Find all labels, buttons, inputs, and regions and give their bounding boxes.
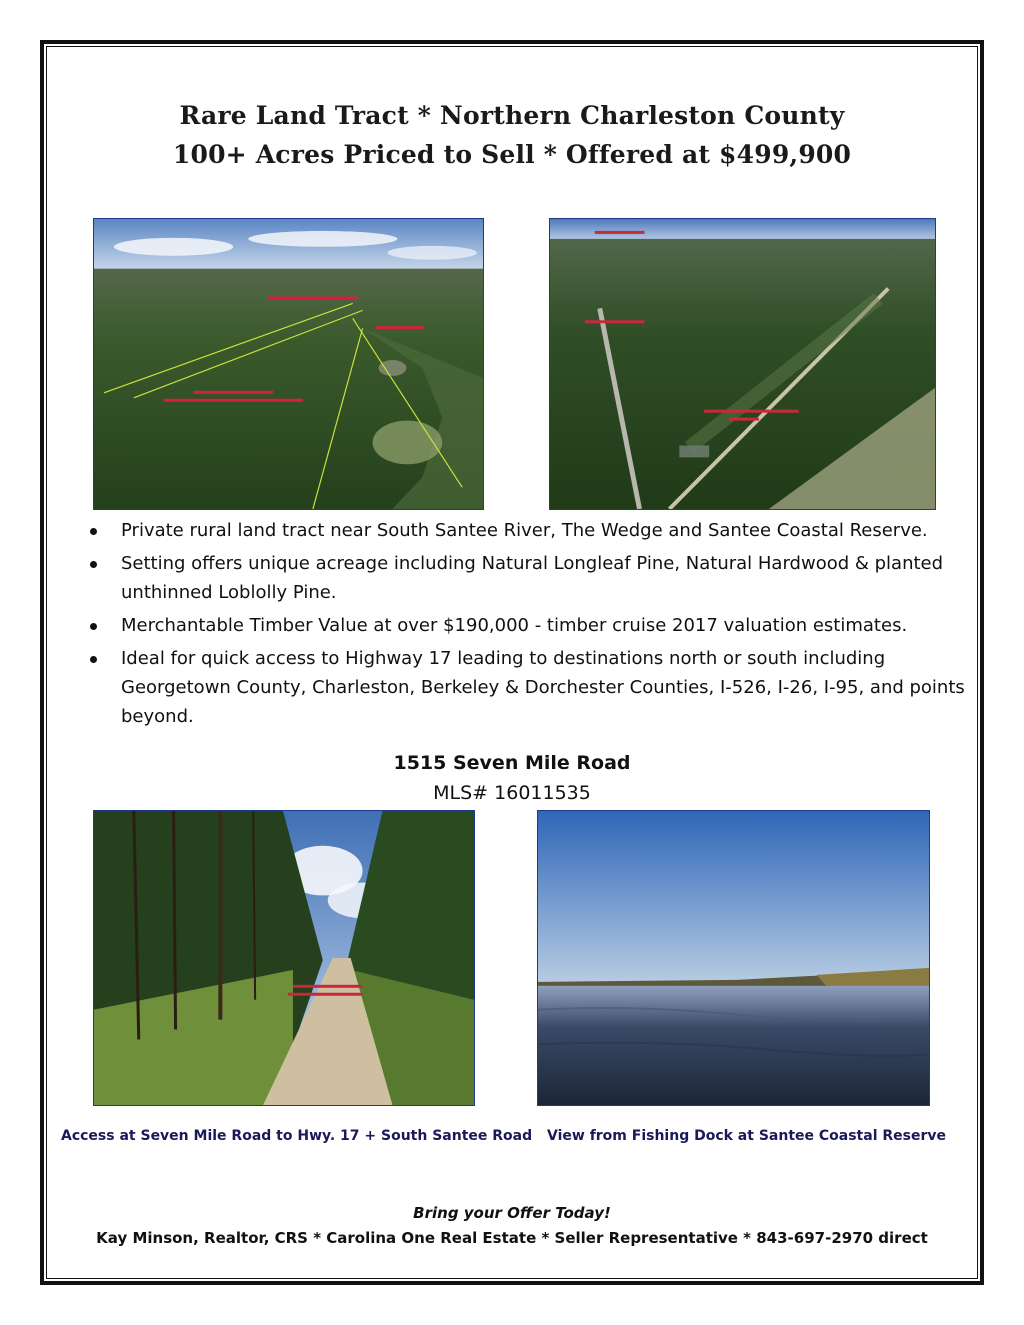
water-photo-caption: View from Fishing Dock at Santee Coastal Reserve xyxy=(547,1128,946,1144)
road-photo xyxy=(93,810,475,1106)
mls-number: MLS# 16011535 xyxy=(433,782,591,804)
bullet-icon xyxy=(90,528,97,535)
flyer-subtitle: 100+ Acres Priced to Sell * Offered at $499,900 xyxy=(172,140,852,169)
aerial-photo-1 xyxy=(93,218,484,510)
bullet-icon xyxy=(90,623,97,630)
agent-contact: Kay Minson, Realtor, CRS * Carolina One Real Estate * Seller Representative * 843-697-2970 direct xyxy=(96,1229,928,1247)
bullet-icon xyxy=(90,656,97,663)
property-address: 1515 Seven Mile Road xyxy=(393,752,631,774)
list-item xyxy=(90,516,980,545)
feature-text: Ideal for quick access to Highway 17 leading to destinations north or south including Georgetown County, Charleston, Berkeley & Dorchester Counties, I-526, I-26, I-95, and points beyond. xyxy=(121,648,965,727)
feature-text: Private rural land tract near South Santee River, The Wedge and Santee Coastal Reserve. xyxy=(121,520,928,541)
aerial-photo-2 xyxy=(549,218,936,510)
list-item xyxy=(90,549,980,607)
list-item xyxy=(90,644,980,731)
bullet-icon xyxy=(90,561,97,568)
feature-text: Setting offers unique acreage including Natural Longleaf Pine, Natural Hardwood & planted unthinned Loblolly Pine. xyxy=(121,553,944,603)
feature-list xyxy=(90,516,980,735)
call-to-action: Bring your Offer Today! xyxy=(413,1204,611,1222)
flyer-title: Rare Land Tract * Northern Charleston County xyxy=(179,101,845,130)
road-photo-caption: Access at Seven Mile Road to Hwy. 17 + South Santee Road xyxy=(61,1128,533,1144)
list-item xyxy=(90,611,980,640)
feature-text: Merchantable Timber Value at over $190,000 - timber cruise 2017 valuation estimates. xyxy=(121,615,908,636)
water-photo xyxy=(537,810,930,1106)
